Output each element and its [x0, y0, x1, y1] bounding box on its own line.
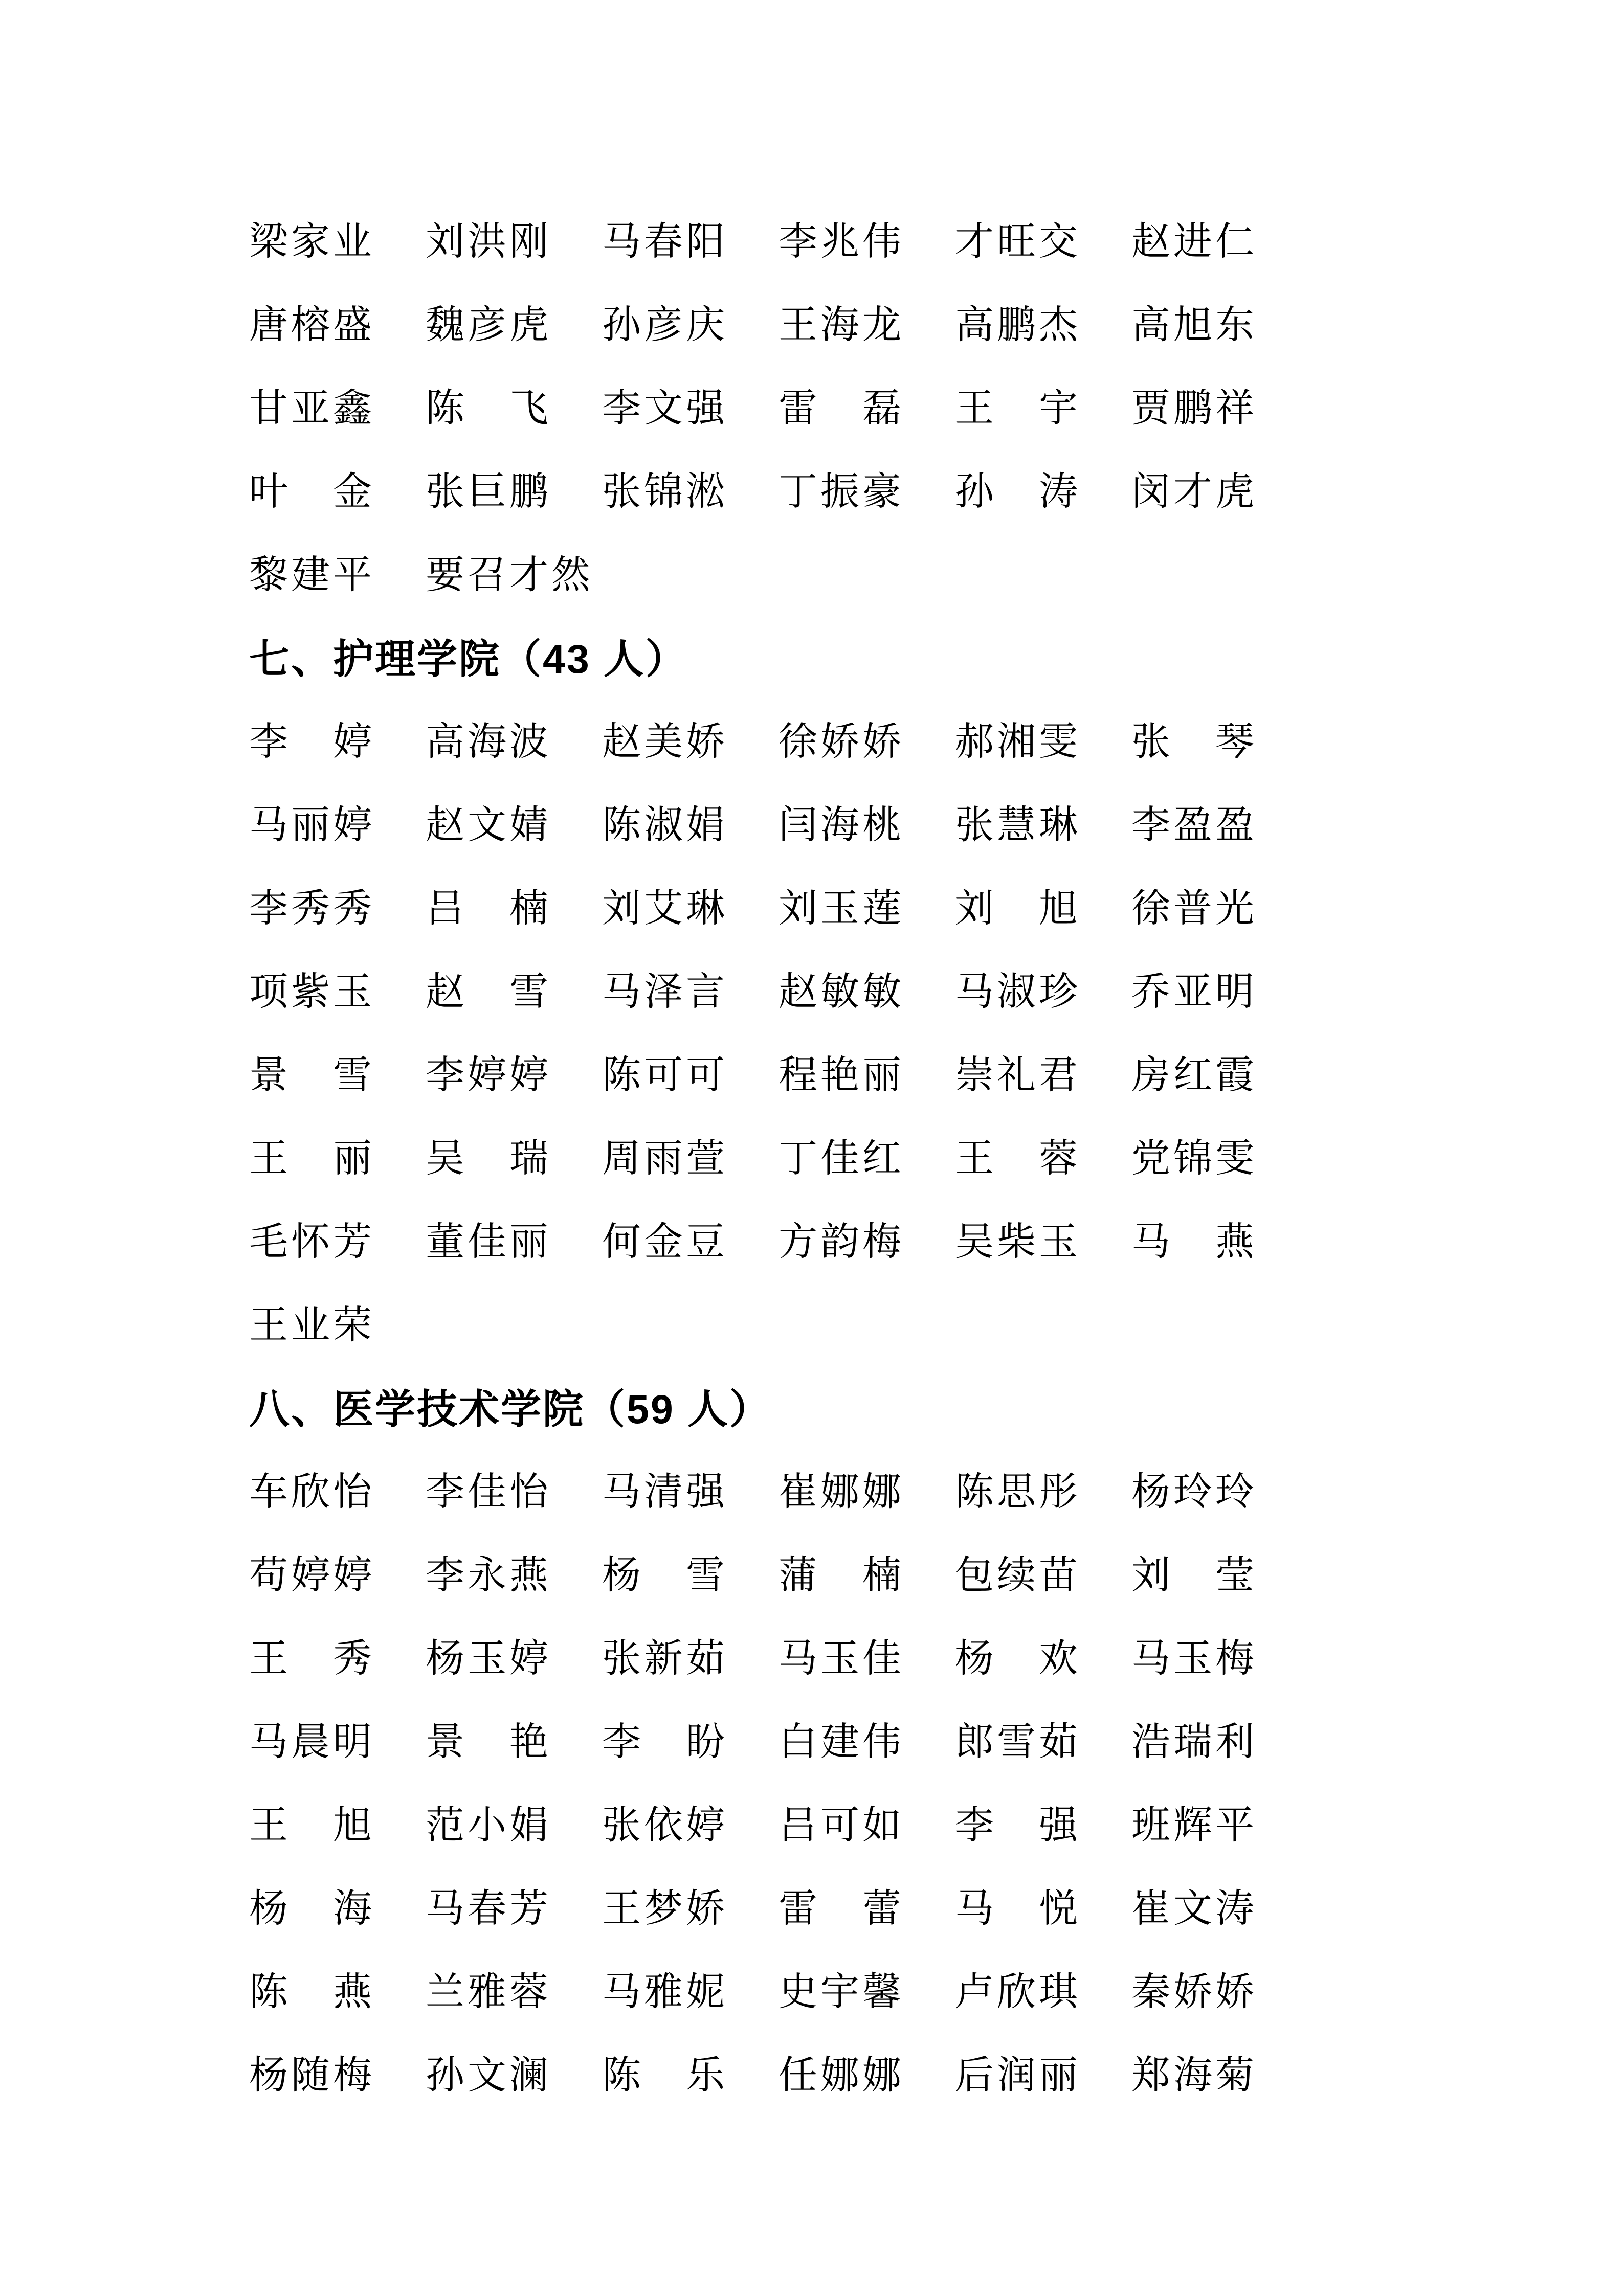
name-cell: 崔文涛: [1131, 1887, 1257, 1930]
name-cell: 甘亚鑫: [249, 387, 375, 430]
name-cell: 李婷婷: [426, 1054, 551, 1097]
names-row: [249, 451, 1426, 534]
name-cell: 张巨鹏: [426, 470, 551, 513]
name-cell: 陈 燕: [249, 1971, 375, 2014]
names-row: [249, 284, 1426, 367]
name-cell: 丁振豪: [778, 470, 904, 513]
name-cell: 崇礼君: [955, 1054, 1081, 1097]
name-cell: 景 雪: [249, 1054, 375, 1097]
name-cell: 唐榕盛: [249, 304, 375, 347]
name-cell: 乔亚明: [1131, 971, 1257, 1014]
name-cell: 蒲 楠: [778, 1554, 904, 1597]
names-row: [249, 1451, 1426, 1534]
name-cell: 何金豆: [602, 1221, 728, 1264]
name-cell: 张新茹: [602, 1637, 728, 1680]
name-cell: 王海龙: [778, 304, 904, 347]
names-row: [249, 1201, 1426, 1284]
name-cell: 郑海菊: [1131, 2054, 1257, 2097]
name-cell: 李 婷: [249, 721, 375, 763]
name-cell: 刘 莹: [1131, 1554, 1257, 1597]
name-cell: 闵才虎: [1131, 470, 1257, 513]
name-cell: 范小娟: [426, 1804, 551, 1847]
name-cell: 黎建平: [249, 554, 375, 597]
names-row: [249, 1117, 1426, 1201]
name-cell: 马丽婷: [249, 804, 375, 847]
name-cell: 党锦雯: [1131, 1137, 1257, 1180]
names-row: [249, 1701, 1426, 1784]
name-cell: 李 强: [955, 1804, 1081, 1847]
name-cell: 马淑珍: [955, 971, 1081, 1014]
name-cell: 董佳丽: [426, 1221, 551, 1264]
name-cell: 王业荣: [249, 1304, 375, 1347]
name-cell: 王 宇: [955, 387, 1081, 430]
name-cell: 吴柴玉: [955, 1221, 1081, 1264]
name-cell: 李永燕: [426, 1554, 551, 1597]
name-cell: 周雨萱: [602, 1137, 728, 1180]
name-cell: 张慧琳: [955, 804, 1081, 847]
name-cell: 孙彦庆: [602, 304, 728, 347]
name-cell: 陈思彤: [955, 1471, 1081, 1514]
name-cell: 梁家业: [249, 220, 375, 263]
name-cell: 要召才然: [426, 554, 593, 597]
name-cell: 陈可可: [602, 1054, 728, 1097]
name-cell: 张锦淞: [602, 470, 728, 513]
name-cell: 王梦娇: [602, 1887, 728, 1930]
names-row: [249, 1867, 1426, 1951]
name-cell: 马泽言: [602, 971, 728, 1014]
name-cell: 赵敏敏: [778, 971, 904, 1014]
names-row: [249, 1534, 1426, 1617]
name-cell: 马清强: [602, 1471, 728, 1514]
name-cell: 苟婷婷: [249, 1554, 375, 1597]
name-cell: 李秀秀: [249, 887, 375, 930]
name-cell: 李兆伟: [778, 220, 904, 263]
name-cell: 王 秀: [249, 1637, 375, 1680]
name-cell: 李盈盈: [1131, 804, 1257, 847]
name-cell: 马玉梅: [1131, 1637, 1257, 1680]
names-row: [249, 1617, 1426, 1701]
name-cell: 包续苗: [955, 1554, 1081, 1597]
name-cell: 张 琴: [1131, 721, 1257, 763]
name-cell: 刘 旭: [955, 887, 1081, 930]
name-cell: 杨玉婷: [426, 1637, 551, 1680]
name-cell: 李文强: [602, 387, 728, 430]
name-cell: 史宇馨: [778, 1971, 904, 2014]
name-cell: 雷 磊: [778, 387, 904, 430]
name-cell: 浩瑞利: [1131, 1721, 1257, 1764]
name-cell: 程艳丽: [778, 1054, 904, 1097]
names-row: [249, 367, 1426, 451]
name-cell: 郎雪茹: [955, 1721, 1081, 1764]
name-cell: 马春芳: [426, 1887, 551, 1930]
name-cell: 马玉佳: [778, 1637, 904, 1680]
name-cell: 王 蓉: [955, 1137, 1081, 1180]
name-cell: 赵美娇: [602, 721, 728, 763]
name-cell: 秦娇娇: [1131, 1971, 1257, 2014]
name-cell: 马雅妮: [602, 1971, 728, 2014]
name-cell: 徐娇娇: [778, 721, 904, 763]
section-header: 八、医学技术学院（59 人）: [249, 1386, 771, 1432]
name-cell: 杨 雪: [602, 1554, 728, 1597]
names-row: [249, 784, 1426, 867]
name-cell: 高鹏杰: [955, 304, 1081, 347]
name-cell: 刘艾琳: [602, 887, 728, 930]
name-cell: 崔娜娜: [778, 1471, 904, 1514]
name-cell: 徐普光: [1131, 887, 1257, 930]
names-row: [249, 1951, 1426, 2034]
name-cell: 张依婷: [602, 1804, 728, 1847]
name-cell: 陈 乐: [602, 2054, 728, 2097]
name-cell: 毛怀芳: [249, 1221, 375, 1264]
name-cell: 兰雅蓉: [426, 1971, 551, 2014]
name-cell: 孙 涛: [955, 470, 1081, 513]
name-cell: 吴 瑞: [426, 1137, 551, 1180]
name-cell: 李 盼: [602, 1721, 728, 1764]
name-cell: 刘洪刚: [426, 220, 551, 263]
name-cell: 班辉平: [1131, 1804, 1257, 1847]
names-row: [249, 1284, 1426, 1367]
name-cell: 雷 蕾: [778, 1887, 904, 1930]
name-cell: 孙文澜: [426, 2054, 551, 2097]
name-cell: 马晨明: [249, 1721, 375, 1764]
name-cell: 后润丽: [955, 2054, 1081, 2097]
name-cell: 陈淑娟: [602, 804, 728, 847]
name-cell: 杨 欢: [955, 1637, 1081, 1680]
name-cell: 任娜娜: [778, 2054, 904, 2097]
name-cell: 马春阳: [602, 220, 728, 263]
names-row: [249, 867, 1426, 951]
name-cell: 项紫玉: [249, 971, 375, 1014]
name-cell: 赵进仁: [1131, 220, 1257, 263]
name-cell: 杨随梅: [249, 2054, 375, 2097]
name-cell: 刘玉莲: [778, 887, 904, 930]
name-cell: 王 丽: [249, 1137, 375, 1180]
name-cell: 车欣怡: [249, 1471, 375, 1514]
section-header-row: [249, 1367, 1426, 1451]
name-cell: 吕 楠: [426, 887, 551, 930]
name-cell: 丁佳红: [778, 1137, 904, 1180]
name-cell: 方韵梅: [778, 1221, 904, 1264]
name-cell: 马 燕: [1131, 1221, 1257, 1264]
name-cell: 贾鹏祥: [1131, 387, 1257, 430]
name-cell: 房红霞: [1131, 1054, 1257, 1097]
names-row: [249, 2034, 1426, 2118]
name-cell: 杨玲玲: [1131, 1471, 1257, 1514]
name-cell: 闫海桃: [778, 804, 904, 847]
section-header-row: [249, 617, 1426, 701]
names-row: [249, 951, 1426, 1034]
name-cell: 高旭东: [1131, 304, 1257, 347]
names-row: [249, 200, 1426, 284]
name-cell: 叶 金: [249, 470, 375, 513]
name-cell: 景 艳: [426, 1721, 551, 1764]
name-cell: 卢欣琪: [955, 1971, 1081, 2014]
names-row: [249, 534, 1426, 617]
names-row: [249, 701, 1426, 784]
name-cell: 魏彦虎: [426, 304, 551, 347]
names-row: [249, 1784, 1426, 1867]
page-content: [249, 200, 1426, 2118]
section-header: 七、护理学院（43 人）: [249, 636, 687, 682]
name-cell: 赵文婧: [426, 804, 551, 847]
name-cell: 吕可如: [778, 1804, 904, 1847]
name-cell: 马 悦: [955, 1887, 1081, 1930]
name-cell: 才旺交: [955, 220, 1081, 263]
names-row: [249, 1034, 1426, 1117]
name-cell: 李佳怡: [426, 1471, 551, 1514]
name-cell: 白建伟: [778, 1721, 904, 1764]
name-cell: 陈 飞: [426, 387, 551, 430]
name-cell: 杨 海: [249, 1887, 375, 1930]
name-cell: 郝湘雯: [955, 721, 1081, 763]
name-cell: 赵 雪: [426, 971, 551, 1014]
name-cell: 高海波: [426, 721, 551, 763]
name-cell: 王 旭: [249, 1804, 375, 1847]
